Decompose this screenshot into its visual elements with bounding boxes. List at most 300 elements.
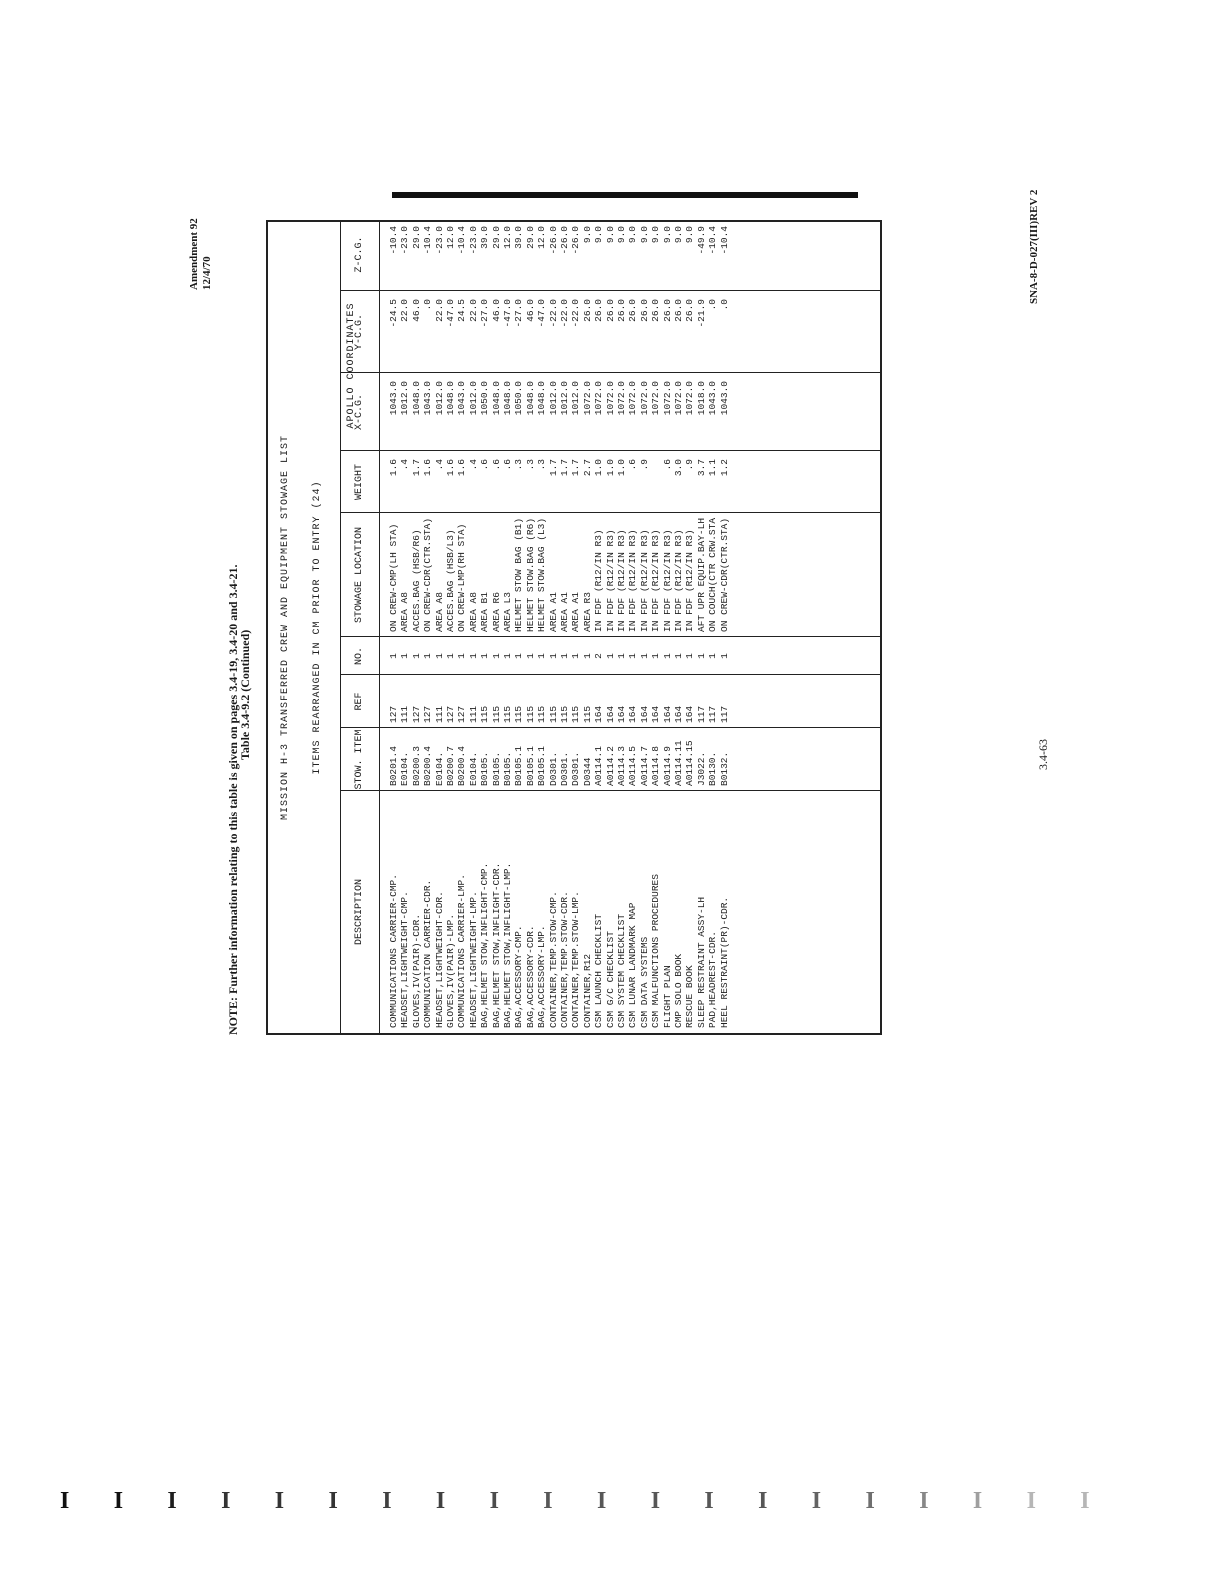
cell-ref: 115	[502, 705, 513, 723]
cell-y-cg: 46.0	[490, 299, 502, 322]
cell-z-cg: -10.4	[388, 226, 399, 255]
cell-stow-item: B0105.	[479, 751, 491, 786]
cell-weight: .3	[536, 459, 548, 471]
cell-stow-item: A0114.15	[684, 740, 696, 786]
cell-ref: 127	[410, 705, 422, 723]
cell-x-cg: 1072.0	[661, 381, 673, 416]
cell-ref: 164	[627, 705, 639, 723]
cell-z-cg: 9.0	[684, 226, 696, 244]
cell-x-cg: 1012.0	[559, 381, 570, 416]
cell-no: 1	[479, 653, 491, 659]
header-divider	[341, 790, 379, 791]
cell-stowage-location: ON CREW-CDR(CTR.STA)	[422, 517, 434, 632]
cell-no: 1	[559, 653, 570, 659]
cell-weight: 3.7	[695, 459, 707, 477]
cell-description: CSM DATA SYSTEMS	[638, 936, 650, 1028]
cell-ref: 127	[445, 705, 456, 723]
cell-weight: .9	[638, 459, 650, 471]
cell-z-cg: 9.0	[593, 226, 605, 244]
cell-x-cg: 1043.0	[456, 381, 468, 416]
cell-weight: .6	[661, 459, 673, 471]
cell-x-cg: 1018.0	[695, 381, 707, 416]
cell-description: HEADSET,LIGHTWEIGHT-CMP.	[399, 891, 411, 1028]
cell-y-cg: -47.0	[502, 299, 513, 328]
amendment-date: 12/4/70	[201, 256, 213, 290]
cell-ref: 115	[479, 705, 491, 723]
cell-stow-item: B0105.1	[524, 746, 536, 786]
cell-y-cg: 46.0	[410, 299, 422, 322]
cell-description: BAG,ACCESSORY-CMP.	[513, 925, 525, 1028]
cell-x-cg: 1072.0	[638, 381, 650, 416]
cell-description: HEADSET,LIGHTWEIGHT-LMP.	[467, 891, 479, 1028]
cell-x-cg: 1043.0	[422, 381, 434, 416]
edge-mark: I	[865, 1488, 875, 1514]
cell-description: HEADSET,LIGHTWEIGHT-CDR.	[433, 891, 445, 1028]
cell-no: 1	[513, 653, 525, 659]
edge-mark: I	[704, 1488, 714, 1514]
cell-weight	[650, 459, 661, 513]
cell-x-cg: 1050.0	[479, 381, 491, 416]
cell-x-cg: 1048.0	[536, 381, 548, 416]
cell-y-cg: -27.0	[479, 299, 491, 328]
cell-stow-item: A0114.11	[673, 740, 684, 786]
cell-weight: 1.6	[445, 459, 456, 477]
cell-stowage-location: AREA A1	[559, 592, 570, 632]
cell-z-cg: -23.0	[399, 226, 411, 255]
edge-mark: I	[972, 1488, 983, 1514]
cell-stowage-location: AREA R6	[490, 592, 502, 632]
cell-x-cg: 1048.0	[445, 381, 456, 416]
cell-no: 1	[650, 653, 662, 659]
cell-z-cg: -26.0	[570, 226, 582, 255]
cell-weight: .6	[490, 459, 502, 471]
cell-weight: 1.6	[388, 459, 399, 477]
cell-stow-item: D0301.	[547, 751, 559, 786]
cell-weight: .3	[513, 459, 525, 471]
cell-z-cg: -49.9	[695, 226, 707, 255]
cell-stow-item: A0114.8	[650, 746, 662, 786]
cell-no: 1	[718, 653, 730, 659]
cell-weight: 1.0	[604, 459, 616, 477]
cell-description: CONTAINER,TEMP.STOW-LMP.	[570, 891, 582, 1028]
cell-y-cg: -21.9	[695, 299, 707, 328]
cell-z-cg: 9.0	[627, 226, 639, 244]
cell-no: 1	[388, 653, 399, 659]
edge-mark: I	[650, 1488, 661, 1514]
document-id: SNA-8-D-027(III)REV 2	[1028, 189, 1040, 304]
cell-ref: 115	[524, 705, 536, 723]
cell-stow-item: D0301.	[570, 751, 582, 786]
cell-stowage-location: ON CREW-CMP(LH STA)	[388, 523, 399, 632]
cell-description: BAG,HELMET STOW,INFLIGHT-LMP.	[502, 862, 513, 1028]
cell-y-cg: 26.0	[673, 299, 684, 322]
cell-description: BAG,ACCESSORY-CDR.	[524, 925, 536, 1028]
cell-no: 2	[593, 653, 605, 659]
cell-z-cg: -10.4	[456, 226, 468, 255]
edge-mark: I	[1080, 1488, 1090, 1514]
edge-mark: I	[919, 1488, 929, 1514]
edge-mark: I	[60, 1488, 70, 1514]
cell-weight: 2.7	[581, 459, 593, 477]
cell-stowage-location: AREA R3	[581, 592, 593, 632]
cell-stowage-location: IN FDF (R12/IN R3)	[673, 529, 684, 632]
cell-y-cg: 22.0	[467, 299, 479, 322]
cell-y-cg: 22.0	[399, 299, 411, 322]
cell-no: 1	[604, 653, 616, 659]
cell-no: 1	[524, 653, 536, 659]
cell-description: CSM MALFUNCTIONS PROCEDURES	[650, 874, 662, 1028]
cell-stowage-location: IN FDF (R12/IN R3)	[593, 529, 605, 632]
cell-ref: 115	[490, 705, 502, 723]
cell-y-cg: 26.0	[661, 299, 673, 322]
cell-stowage-location: ON CREW-CDR(CTR.STA)	[718, 517, 730, 632]
cell-no: 1	[627, 653, 639, 659]
cell-x-cg: 1012.0	[467, 381, 479, 416]
cell-x-cg: 1012.0	[399, 381, 411, 416]
cell-stow-item: D0344	[581, 757, 593, 786]
cell-stow-item: B0105.1	[513, 746, 525, 786]
column-header-no: NO.	[354, 647, 365, 666]
table-title: MISSION H-3 TRANSFERRED CREW AND EQUIPMENT STOWAGE LIST	[280, 434, 291, 821]
cell-x-cg: 1012.0	[433, 381, 445, 416]
cell-stow-item: B0105.	[490, 751, 502, 786]
cell-z-cg: 39.0	[513, 226, 525, 249]
cell-description: PAD,HEADREST-CDR.	[707, 931, 719, 1028]
cell-y-cg: -22.0	[570, 299, 582, 328]
cell-description: CMP SOLO BOOK	[673, 953, 684, 1028]
cell-y-cg: 26.0	[650, 299, 662, 322]
amendment-number: Amendment 92	[188, 218, 200, 290]
redaction-bar	[392, 192, 858, 198]
cell-ref: 111	[467, 705, 479, 723]
cell-stow-item: A0114.3	[616, 746, 627, 786]
cell-z-cg: 9.0	[661, 226, 673, 244]
cell-stowage-location: ACCES.BAG (HSB/L3)	[445, 529, 456, 632]
header-row	[340, 222, 380, 1033]
cell-z-cg: 9.0	[581, 226, 593, 244]
cell-weight: 3.0	[673, 459, 684, 477]
cell-ref: 127	[388, 705, 399, 723]
cell-description: COMMUNICATION CARRIER-CDR.	[422, 879, 434, 1028]
cell-y-cg: -27.0	[513, 299, 525, 328]
cell-x-cg: 1050.0	[513, 381, 525, 416]
cell-z-cg: -23.0	[433, 226, 445, 255]
column-divider	[378, 727, 880, 728]
cell-z-cg: -23.0	[467, 226, 479, 255]
cell-x-cg: 1043.0	[718, 381, 730, 416]
cell-no: 1	[547, 653, 559, 659]
cell-y-cg: -47.0	[536, 299, 548, 328]
cell-x-cg: 1072.0	[650, 381, 662, 416]
cell-z-cg: 9.0	[616, 226, 627, 244]
edge-mark: I	[328, 1488, 338, 1514]
cell-z-cg: 9.0	[638, 226, 650, 244]
cell-z-cg: 29.0	[524, 226, 536, 249]
cell-ref: 115	[547, 705, 559, 723]
cell-stow-item: B0105.1	[536, 746, 548, 786]
cell-y-cg: 24.5	[456, 299, 468, 322]
cell-description: BAG,HELMET STOW,INFLIGHT-CMP.	[479, 862, 491, 1028]
cell-x-cg: 1072.0	[684, 381, 696, 416]
table-subtitle: ITEMS REARRANGED IN CM PRIOR TO ENTRY (24)	[312, 480, 323, 775]
cell-stow-item: D0301.	[559, 751, 570, 786]
cell-description: CONTAINER,TEMP.STOW-CDR.	[559, 891, 570, 1028]
column-header-weight: WEIGHT	[354, 464, 365, 501]
page-number: 3.4-63	[1036, 739, 1050, 770]
cell-z-cg: 12.0	[502, 226, 513, 249]
header-divider	[341, 290, 379, 291]
column-header-stowage-location: STOWAGE LOCATION	[354, 527, 365, 624]
cell-stowage-location: AREA A1	[547, 592, 559, 632]
cell-description: CSM LUNAR LANDMARK MAP	[627, 902, 639, 1028]
cell-stowage-location: AREA L3	[502, 592, 513, 632]
cell-stowage-location: AREA A8	[433, 592, 445, 632]
cell-ref: 111	[399, 705, 411, 723]
cell-no: 1	[445, 653, 456, 659]
header-divider	[341, 372, 379, 373]
cell-description: COMMUNICATIONS CARRIER-LMP.	[456, 874, 468, 1028]
cell-stow-item: A0114.5	[627, 746, 639, 786]
cell-weight: 1.6	[422, 459, 434, 477]
cell-ref: 164	[650, 705, 662, 723]
cell-weight: .4	[399, 459, 411, 471]
cell-z-cg: 29.0	[490, 226, 502, 249]
cell-stow-item: A0114.7	[638, 746, 650, 786]
cell-weight: 1.7	[559, 459, 570, 477]
cell-x-cg: 1072.0	[673, 381, 684, 416]
cell-stowage-location: AREA B1	[479, 592, 491, 632]
cell-description: CSM LAUNCH CHECKLIST	[593, 913, 605, 1028]
cell-x-cg: 1043.0	[707, 381, 719, 416]
cell-no: 1	[422, 653, 434, 659]
cell-weight: .6	[627, 459, 639, 471]
cell-stow-item: B0200.7	[445, 746, 456, 786]
column-header-description: DESCRIPTION	[354, 879, 365, 946]
cell-no: 1	[410, 653, 422, 659]
column-header-y-cg: Y-C.G.	[354, 314, 365, 351]
column-header-ref: REF	[354, 692, 365, 711]
cell-weight: 1.7	[570, 459, 582, 477]
cell-y-cg: -22.0	[559, 299, 570, 328]
cell-stow-item: B0201.4	[388, 746, 399, 786]
cell-no: 1	[490, 653, 502, 659]
edge-mark: I	[274, 1488, 285, 1514]
cell-ref: 164	[604, 705, 616, 723]
column-header-z-cg: Z-C.G.	[354, 236, 365, 273]
cell-ref: 115	[570, 705, 582, 723]
cell-y-cg: -47.0	[445, 299, 456, 328]
cell-ref: 164	[673, 705, 684, 723]
cell-z-cg: -10.4	[422, 226, 434, 255]
cell-ref: 127	[456, 705, 468, 723]
edge-mark: I	[113, 1488, 124, 1514]
cell-x-cg: 1048.0	[410, 381, 422, 416]
cell-description: BAG,ACCESSORY-LMP.	[536, 925, 548, 1028]
column-header-x-cg: X-C.G.	[354, 394, 365, 431]
cell-no: 1	[661, 653, 673, 659]
cell-weight: 1.7	[410, 459, 422, 477]
cell-no: 1	[570, 653, 582, 659]
cell-ref: 115	[559, 705, 570, 723]
cell-y-cg: 46.0	[524, 299, 536, 322]
cell-x-cg: 1048.0	[502, 381, 513, 416]
cell-ref: 117	[695, 705, 707, 723]
cell-y-cg: 26.0	[593, 299, 605, 322]
cell-weight: .4	[467, 459, 479, 471]
cell-stow-item: E0104.	[433, 751, 445, 786]
cell-stow-item: A0114.2	[604, 746, 616, 786]
cell-stowage-location: IN FDF (R12/IN R3)	[684, 529, 696, 632]
cell-no: 1	[536, 653, 548, 659]
cell-weight: 1.0	[616, 459, 627, 477]
cell-y-cg: 26.0	[627, 299, 639, 322]
cell-weight: .6	[479, 459, 491, 471]
cell-no: 1	[467, 653, 479, 659]
cell-description: CONTAINER,TEMP.STOW-CMP.	[547, 891, 559, 1028]
edge-mark: I	[435, 1488, 446, 1514]
cell-weight: .6	[502, 459, 513, 471]
header-divider	[341, 674, 379, 675]
header-divider	[341, 450, 379, 451]
cell-stowage-location: AREA A8	[399, 592, 411, 632]
cell-z-cg: -10.4	[707, 226, 719, 255]
cell-no: 1	[433, 653, 445, 659]
cell-ref: 164	[616, 705, 627, 723]
cell-stowage-location: ON COUCH(CTR CRW.STA	[707, 517, 719, 632]
edge-mark: I	[489, 1488, 499, 1514]
cell-y-cg: 22.0	[433, 299, 445, 322]
column-divider	[378, 290, 880, 291]
group-header-rule	[340, 222, 341, 513]
cell-stow-item: B0132.	[718, 751, 730, 786]
stowage-table	[266, 220, 882, 1035]
cell-weight: 1.1	[707, 459, 719, 477]
edge-mark: I	[811, 1488, 822, 1514]
cell-x-cg: 1012.0	[570, 381, 582, 416]
cell-y-cg: .0	[707, 299, 719, 311]
cell-ref: 111	[433, 705, 445, 723]
cell-stowage-location: IN FDF (R12/IN R3)	[661, 529, 673, 632]
cell-ref: 164	[593, 705, 605, 723]
cell-stowage-location: ACCES.BAG (HSB/R6)	[410, 529, 422, 632]
cell-stowage-location: IN FDF (R12/IN R3)	[616, 529, 627, 632]
cell-y-cg: 26.0	[581, 299, 593, 322]
cell-z-cg: -10.4	[718, 226, 730, 255]
cell-z-cg: 9.0	[650, 226, 662, 244]
cell-stow-item: B0200.4	[456, 746, 468, 786]
cell-x-cg: 1048.0	[524, 381, 536, 416]
cell-ref: 115	[536, 705, 548, 723]
edge-mark: I	[167, 1488, 177, 1514]
cell-y-cg: 26.0	[684, 299, 696, 322]
column-divider	[378, 512, 880, 513]
cell-weight: .3	[524, 459, 536, 471]
cell-ref: 164	[661, 705, 673, 723]
cell-ref: 117	[707, 705, 719, 723]
cell-x-cg: 1072.0	[604, 381, 616, 416]
cell-description: COMMUNICATIONS CARRIER-CMP.	[388, 874, 399, 1028]
cell-z-cg: 12.0	[445, 226, 456, 249]
cell-ref: 164	[684, 705, 696, 723]
cell-z-cg: 9.0	[604, 226, 616, 244]
cell-stow-item: A0114.9	[661, 746, 673, 786]
cell-stowage-location: HELMET STOW BAG (B1)	[513, 517, 525, 632]
header-divider	[341, 512, 379, 513]
cell-stowage-location: HELMET STOW.BAG (L3)	[536, 517, 548, 632]
cell-no: 1	[616, 653, 627, 659]
column-divider	[378, 636, 880, 637]
cell-description: FLIGHT PLAN	[661, 965, 673, 1028]
apollo-coordinates-header: APOLLO COORDINATES	[346, 302, 357, 429]
cell-weight: 1.6	[456, 459, 468, 477]
cell-no: 1	[707, 653, 719, 659]
cell-description: SLEEP RESTRAINT ASSY-LH	[695, 896, 707, 1028]
cell-z-cg: 12.0	[536, 226, 548, 249]
cell-weight: 1.2	[718, 459, 730, 477]
cell-z-cg: -26.0	[559, 226, 570, 255]
cell-description: CONTAINER,R12	[581, 953, 593, 1028]
cell-no: 1	[695, 653, 707, 659]
table-caption: Table 3.4-9.2 (Continued)	[238, 629, 252, 760]
table-note: NOTE: Further information relating to this table is given on pages 3.4-19, 3.4-20 and 3.4-21.	[226, 564, 240, 1035]
cell-y-cg: -22.0	[547, 299, 559, 328]
amendment-block	[188, 218, 214, 290]
cell-z-cg: 39.0	[479, 226, 491, 249]
cell-description: CSM SYSTEM CHECKLIST	[616, 913, 627, 1028]
edge-mark: I	[543, 1488, 553, 1514]
column-divider	[378, 790, 880, 791]
edge-mark: I	[221, 1488, 231, 1514]
cell-stow-item: A0114.1	[593, 746, 605, 786]
cell-stowage-location: ON CREW-LMP(RH STA)	[456, 523, 468, 632]
column-divider	[378, 372, 880, 373]
cell-no: 1	[581, 653, 593, 659]
cell-no: 1	[502, 653, 513, 659]
cell-x-cg: 1048.0	[490, 381, 502, 416]
cell-x-cg: 1012.0	[547, 381, 559, 416]
cell-stow-item: B0105.	[502, 751, 513, 786]
cell-x-cg: 1072.0	[593, 381, 605, 416]
cell-y-cg: 26.0	[616, 299, 627, 322]
cell-no: 1	[399, 653, 411, 659]
cell-description: GLOVES,IV(PAIR)-CDR.	[410, 913, 422, 1028]
cell-x-cg: 1072.0	[627, 381, 639, 416]
cell-y-cg: 26.0	[638, 299, 650, 322]
cell-stowage-location: IN FDF (R12/IN R3)	[604, 529, 616, 632]
cell-weight: 1.7	[547, 459, 559, 477]
cell-stow-item: B0130.	[707, 751, 719, 786]
table-body	[378, 222, 880, 1033]
cell-x-cg: 1072.0	[581, 381, 593, 416]
cell-z-cg: -26.0	[547, 226, 559, 255]
cell-stow-item: B0200.4	[422, 746, 434, 786]
edge-mark: I	[597, 1488, 607, 1514]
cell-description: RESCUE BOOK	[684, 965, 696, 1028]
cell-ref: 117	[718, 705, 730, 723]
cell-y-cg: 26.0	[604, 299, 616, 322]
cell-description: GLOVES,IV(PAIR)-LMP.	[445, 913, 456, 1028]
cell-stowage-location: IN FDF (R12/IN R3)	[638, 529, 650, 632]
cell-z-cg: 29.0	[410, 226, 422, 249]
column-divider	[378, 674, 880, 675]
cell-stow-item: J3022.	[695, 751, 707, 786]
cell-stow-item: B0200.3	[410, 746, 422, 786]
cell-z-cg: 9.0	[673, 226, 684, 244]
cell-stowage-location: IN FDF (R12/IN R3)	[650, 529, 662, 632]
cell-ref: 115	[513, 705, 525, 723]
cell-weight: .4	[433, 459, 445, 471]
cell-no: 1	[673, 653, 684, 659]
